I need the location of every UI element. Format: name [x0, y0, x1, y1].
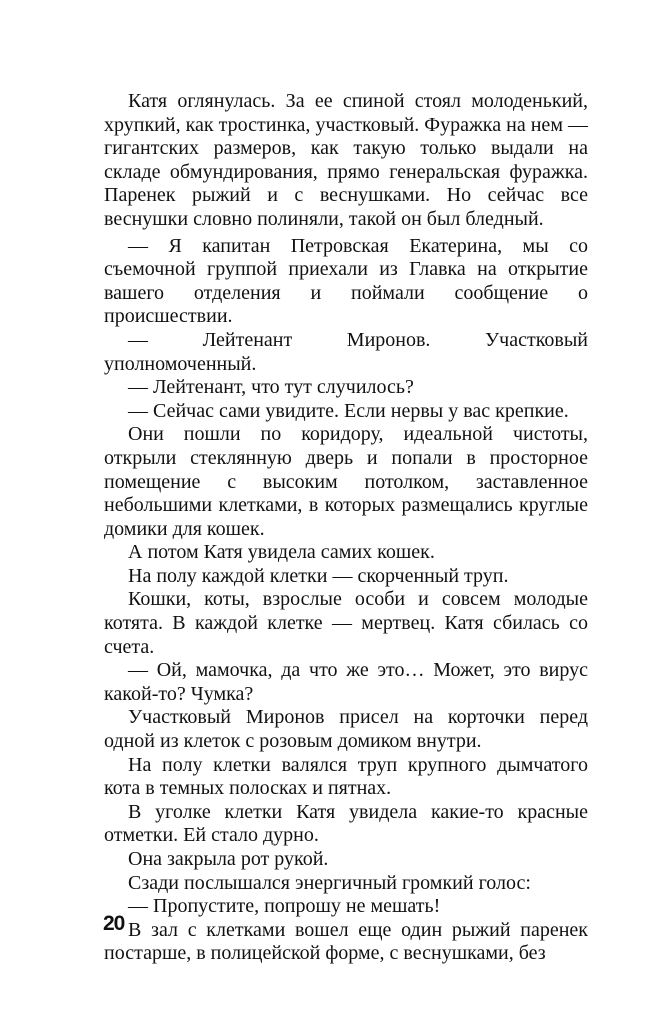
paragraph: Сзади послышался энергичный громкий голос: [128, 871, 531, 894]
paragraph: — Лейтенант Миронов. Участковый уполномоченный. [104, 328, 588, 375]
paragraph: На полу каждой клетки — скорченный труп. [128, 564, 509, 587]
paragraph: В уголке клетки Катя увидела какие-то красные отметки. Ей стало дурно. [104, 800, 588, 847]
paragraph: — Я капитан Петровская Екатерина, мы со съемочной группой приехали из Главка на открытие вашего отделения и поймали сообщение о происшествии. [104, 234, 588, 328]
paragraph: В зал с клетками вошел еще один рыжий паренек постарше, в полицейской форме, с веснушками, без [104, 918, 588, 965]
page-text [104, 90, 588, 966]
paragraph: Участковый Миронов присел на корточки перед одной из клеток с розовым домиком внутри. [104, 706, 588, 753]
page-number: 20 [103, 912, 125, 935]
paragraph: — Лейтенант, что тут случилось? [128, 376, 414, 399]
paragraph: На полу клетки валялся труп крупного дымчатого кота в темных полосках и пятнах. [104, 753, 588, 800]
paragraph: — Пропустите, попрошу не мешать! [128, 895, 441, 918]
paragraph: — Ой, мамочка, да что же это… Может, это вирус какой-то? Чумка? [104, 659, 588, 705]
paragraph: Катя оглянулась. За ее спиной стоял молоденький, хрупкий, как тростинка, участковый. Фуражка на нем — гигантских размеров, как такую только выдали на складе обмундирования, прямо генеральская фуражка. Паренек рыжий и с веснушками. Но сейчас все веснушки словно полиняли, такой он был бледный. [104, 90, 588, 230]
paragraph: Кошки, коты, взрослые особи и совсем молодые котята. В каждой клетке — мертвец. Катя сбилась со счета. [104, 588, 588, 658]
paragraph: Они пошли по коридору, идеальной чистоты, открыли стеклянную дверь и попали в просторное помещение с высоким потолком, заставленное небольшими клетками, в которых размещались круглые домики для кошек. [104, 423, 588, 540]
paragraph: А потом Катя увидела самих кошек. [128, 541, 435, 564]
paragraph: Она закрыла рот рукой. [128, 848, 329, 870]
paragraph: — Сейчас сами увидите. Если нервы у вас крепкие. [128, 399, 569, 422]
